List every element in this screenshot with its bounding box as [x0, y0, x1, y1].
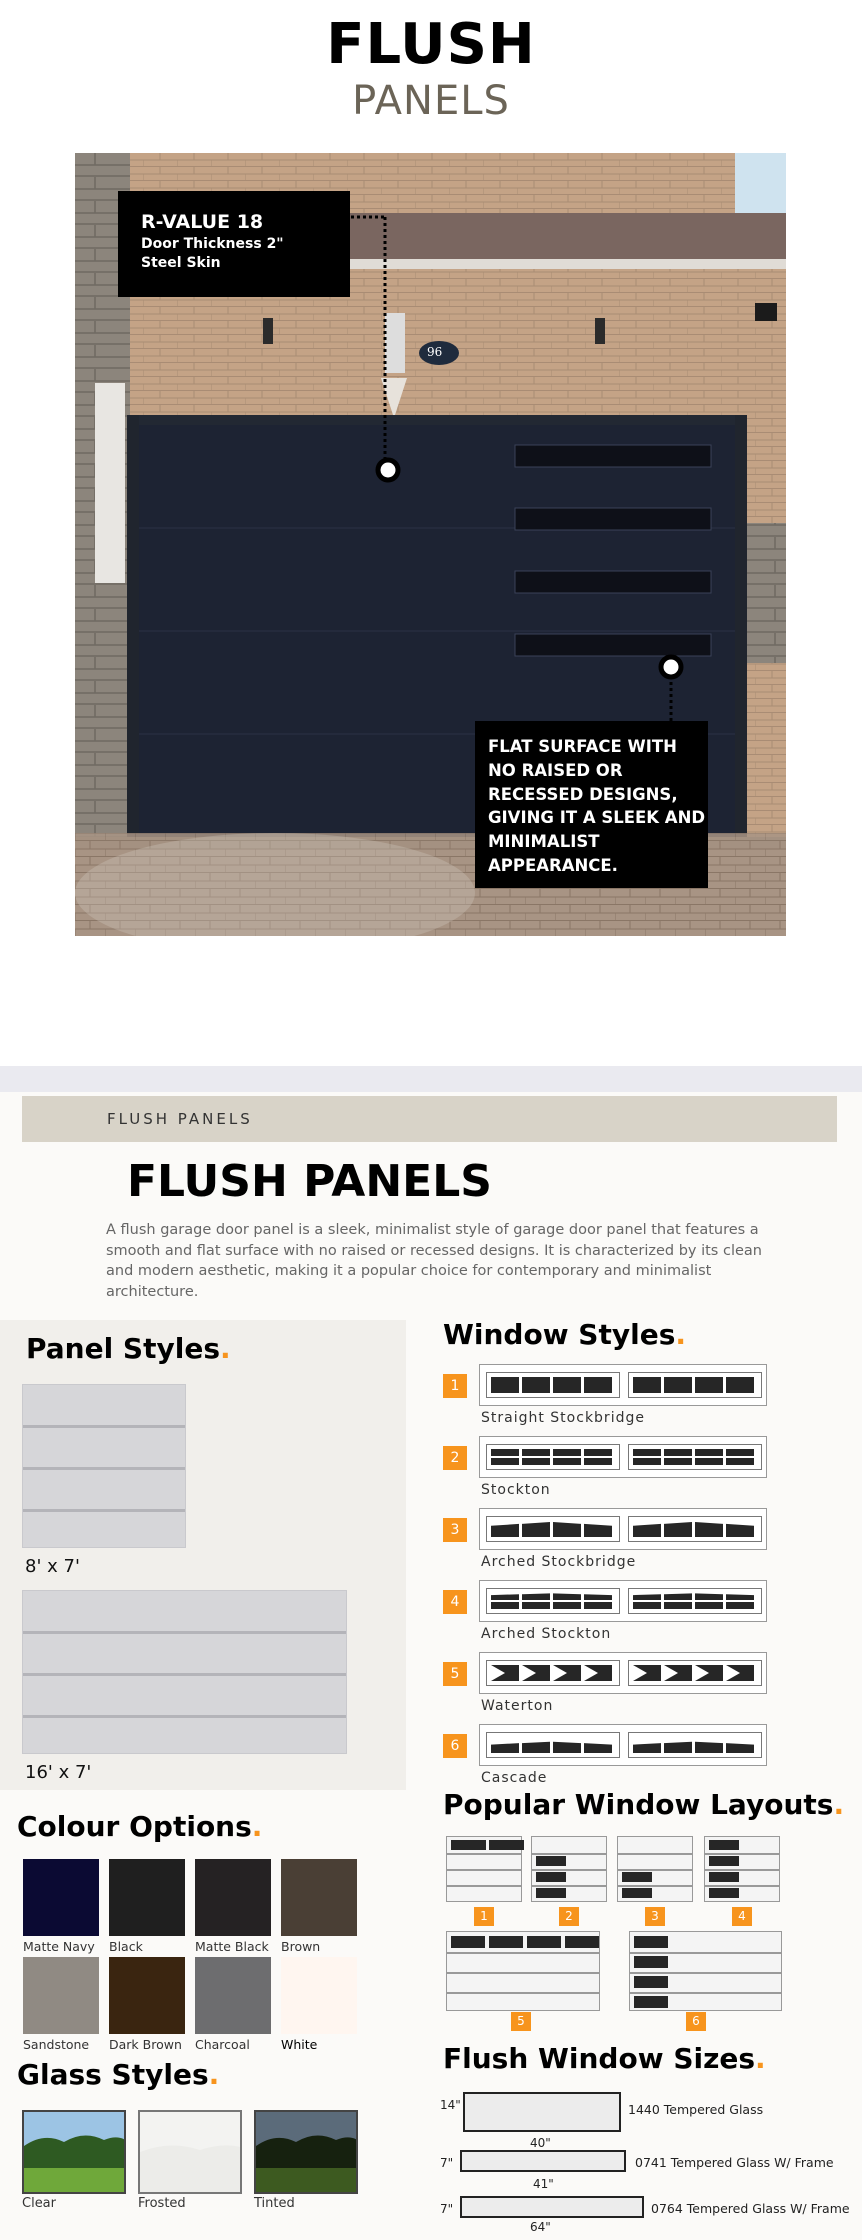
window-pane [633, 1665, 661, 1681]
layout-pane [489, 1840, 524, 1850]
window-pane [726, 1741, 754, 1753]
panel-16x7 [22, 1590, 347, 1754]
layout-row-line [705, 1853, 779, 1855]
layout-number: 2 [559, 1907, 579, 1926]
page-divider [0, 1066, 862, 1092]
panel-seam [23, 1467, 185, 1470]
layout-pane [709, 1840, 739, 1850]
window-pane [664, 1593, 692, 1600]
window-pane [522, 1521, 550, 1537]
layout-pane [527, 1936, 561, 1948]
colour-swatch-label: Matte Black [195, 1939, 269, 1954]
window-pane [695, 1449, 723, 1456]
window-style-name: Waterton [481, 1698, 554, 1714]
colour-swatch-label: Sandstone [23, 2037, 90, 2052]
window-styles-title-text: Window Styles [443, 1318, 676, 1351]
layout-pane [709, 1888, 739, 1898]
glass-styles-title [17, 2058, 219, 2091]
window-pane [664, 1665, 692, 1681]
colour-swatch-label: Black [109, 1939, 143, 1954]
window-pane [522, 1377, 550, 1393]
panel-seam [23, 1425, 185, 1428]
spec-sheet [0, 1092, 862, 2240]
window-pane [491, 1458, 519, 1465]
layout-row-line [618, 1869, 692, 1871]
window-pane [695, 1458, 723, 1465]
colour-swatch-label: Brown [281, 1939, 321, 1954]
panel-seam [23, 1715, 346, 1718]
window-pane [664, 1602, 692, 1609]
window-frame [628, 1516, 762, 1542]
layout-row-line [630, 1972, 781, 1974]
layout-pane [622, 1872, 652, 1882]
colour-swatch[interactable] [195, 1859, 271, 1936]
window-style-number: 3 [443, 1518, 467, 1542]
glass-clear-image [22, 2110, 126, 2194]
window-pane [633, 1449, 661, 1456]
panel-styles-title-text: Panel Styles [26, 1332, 220, 1365]
title-dot: . [833, 1788, 845, 1821]
layout-number: 6 [686, 2012, 706, 2031]
callout-flat-line: GIVING IT A SLEEK AND [488, 808, 706, 828]
window-pane [522, 1741, 550, 1753]
title-dot: . [208, 2058, 220, 2091]
window-pane [553, 1521, 581, 1537]
window-pane [491, 1593, 519, 1600]
callout-flat-line: MINIMALIST [488, 832, 600, 852]
panel-seam [23, 1673, 346, 1676]
window-style-4-preview [479, 1580, 767, 1622]
glass-styles-title-text: Glass Styles [17, 2058, 209, 2091]
layout-row-line [447, 1952, 599, 1954]
size-2-height: 7" [440, 2156, 454, 2170]
window-pane [726, 1602, 754, 1609]
title-dot: . [251, 1810, 263, 1843]
window-pane [633, 1593, 661, 1600]
window-style-number: 4 [443, 1590, 467, 1614]
panel-16x7-label: 16' x 7' [25, 1762, 92, 1783]
glass-clear-label: Clear [22, 2196, 56, 2211]
window-pane [726, 1665, 754, 1681]
layout-pane [709, 1872, 739, 1882]
window-pane [726, 1377, 754, 1393]
glass-tinted-label: Tinted [254, 2196, 295, 2211]
window-pane [695, 1602, 723, 1609]
window-pane [664, 1458, 692, 1465]
window-pane [522, 1449, 550, 1456]
window-pane [491, 1602, 519, 1609]
window-pane [695, 1741, 723, 1753]
layout-number: 5 [511, 2012, 531, 2031]
window-pane [522, 1665, 550, 1681]
callout-r-value-line1: R-VALUE 18 [141, 211, 264, 233]
size-2-width: 41" [533, 2177, 554, 2191]
colour-swatch[interactable] [281, 1859, 357, 1936]
layout-row-line [532, 1853, 606, 1855]
window-pane [553, 1449, 581, 1456]
window-style-name: Stockton [481, 1482, 551, 1498]
title-dot: . [755, 2042, 766, 2075]
window-pane [584, 1521, 612, 1537]
window-style-name: Cascade [481, 1770, 548, 1786]
window-pane [584, 1458, 612, 1465]
window-pane [553, 1593, 581, 1600]
panel-styles-title [26, 1332, 231, 1365]
window-style-3-preview [479, 1508, 767, 1550]
size-3-name: 0764 Tempered Glass W/ Frame [651, 2201, 850, 2216]
callout-flat-line: FLAT SURFACE WITH [488, 737, 677, 756]
layout-row-line [447, 1972, 599, 1974]
size-3-window [460, 2196, 644, 2218]
layout-row-line [705, 1869, 779, 1871]
colour-swatch[interactable] [23, 1859, 99, 1936]
window-frame [628, 1588, 762, 1614]
window-style-name: Straight Stockbridge [481, 1410, 645, 1426]
window-pane [695, 1521, 723, 1537]
layout-pane [634, 1996, 668, 2008]
layout-pane [634, 1976, 668, 1988]
layout-row-line [532, 1869, 606, 1871]
header-band-label: FLUSH PANELS [107, 1110, 253, 1128]
colour-swatch[interactable] [281, 1957, 357, 2034]
window-style-name: Arched Stockton [481, 1626, 612, 1642]
window-style-number: 5 [443, 1662, 467, 1686]
panel-8x7 [22, 1384, 186, 1548]
window-pane [491, 1741, 519, 1753]
layout-row-line [618, 1853, 692, 1855]
layout-pane [622, 1888, 652, 1898]
layout-4-preview [704, 1836, 780, 1902]
title-dot: . [675, 1318, 687, 1351]
window-pane [584, 1602, 612, 1609]
callout-skin: Steel Skin [141, 255, 221, 271]
size-1-height: 14" [440, 2098, 461, 2112]
page-title: FLUSH PANELS [127, 1156, 492, 1207]
window-pane [553, 1741, 581, 1753]
colour-swatch-label: White [281, 2037, 318, 2052]
window-style-6-preview [479, 1724, 767, 1766]
window-pane [522, 1602, 550, 1609]
window-pane [491, 1665, 519, 1681]
hero-title: FLUSH [326, 12, 536, 77]
layout-row-line [532, 1885, 606, 1887]
panel-seam [23, 1631, 346, 1634]
house-number: 96 [427, 345, 443, 359]
layout-row-line [447, 1992, 599, 1994]
window-frame [486, 1660, 620, 1686]
layout-2-preview [531, 1836, 607, 1902]
window-style-name: Arched Stockbridge [481, 1554, 637, 1570]
layout-pane [536, 1872, 566, 1882]
size-1-name: 1440 Tempered Glass [628, 2102, 764, 2117]
window-pane [584, 1377, 612, 1393]
window-frame [628, 1372, 762, 1398]
window-pane [491, 1449, 519, 1456]
window-pane [664, 1449, 692, 1456]
layout-row-line [618, 1885, 692, 1887]
size-3-height: 7" [440, 2202, 454, 2216]
popular-layouts-title-text: Popular Window Layouts [443, 1788, 834, 1821]
window-frame [628, 1732, 762, 1758]
window-pane [633, 1377, 661, 1393]
window-frame [486, 1516, 620, 1542]
callout-thickness: Door Thickness 2" [141, 236, 284, 252]
colour-swatch-label: Dark Brown [109, 2037, 182, 2052]
panel-seam [23, 1509, 185, 1512]
window-pane [633, 1602, 661, 1609]
window-pane [664, 1741, 692, 1753]
layout-row-line [705, 1885, 779, 1887]
window-style-number: 6 [443, 1734, 467, 1758]
colour-swatch[interactable] [23, 1957, 99, 2034]
callout-flat-line: RECESSED DESIGNS, [488, 784, 678, 804]
window-pane [633, 1741, 661, 1753]
window-pane [726, 1521, 754, 1537]
layout-row-line [630, 1992, 781, 1994]
window-pane [726, 1593, 754, 1600]
layout-pane [709, 1856, 739, 1866]
layout-3-preview [617, 1836, 693, 1902]
window-pane [553, 1377, 581, 1393]
layout-pane [536, 1856, 566, 1866]
glass-frosted-label: Frosted [138, 2196, 186, 2211]
popular-layouts-title [443, 1788, 844, 1821]
size-2-window [460, 2150, 626, 2172]
window-frame [486, 1588, 620, 1614]
window-pane [522, 1593, 550, 1600]
layout-number: 1 [474, 1907, 494, 1926]
window-pane [633, 1458, 661, 1465]
colour-options-title-text: Colour Options [17, 1810, 252, 1843]
colour-swatch-label: Matte Navy [23, 1939, 95, 1954]
glass-tinted-image [254, 2110, 358, 2194]
layout-pane [634, 1936, 668, 1948]
window-frame [486, 1732, 620, 1758]
panel-8x7-label: 8' x 7' [25, 1556, 80, 1577]
window-pane [726, 1449, 754, 1456]
window-style-5-preview [479, 1652, 767, 1694]
layout-pane [451, 1840, 486, 1850]
size-3-width: 64" [530, 2220, 551, 2234]
header-band [22, 1096, 837, 1142]
window-frame [628, 1444, 762, 1470]
colour-swatch-label: Charcoal [195, 2037, 250, 2052]
title-dot: . [220, 1332, 231, 1365]
layout-number: 4 [732, 1907, 752, 1926]
hero-subtitle: PANELS [352, 78, 510, 124]
layout-6-preview [629, 1931, 782, 2011]
window-pane [491, 1521, 519, 1537]
colour-swatch[interactable] [195, 1957, 271, 2034]
window-pane [584, 1593, 612, 1600]
layout-pane [565, 1936, 599, 1948]
window-pane [584, 1741, 612, 1753]
layout-pane [489, 1936, 523, 1948]
hero-section [0, 0, 862, 1066]
layout-number: 3 [645, 1907, 665, 1926]
window-pane [553, 1458, 581, 1465]
layout-pane [536, 1888, 566, 1898]
window-pane [584, 1449, 612, 1456]
garage-door-photo [75, 153, 786, 936]
layout-row-line [447, 1885, 521, 1887]
window-pane [491, 1377, 519, 1393]
layout-1-preview [446, 1836, 522, 1902]
window-styles-title [443, 1318, 686, 1351]
window-style-1-preview [479, 1364, 767, 1406]
window-frame [486, 1372, 620, 1398]
callout-flat-line: APPEARANCE. [488, 855, 618, 875]
window-pane [522, 1458, 550, 1465]
size-1-width: 40" [530, 2136, 551, 2150]
layout-row-line [447, 1869, 521, 1871]
window-style-number: 2 [443, 1446, 467, 1470]
panel-styles-section [0, 1320, 406, 1790]
window-sizes-title [443, 2042, 766, 2075]
window-pane [695, 1593, 723, 1600]
window-pane [553, 1665, 581, 1681]
window-style-2-preview [479, 1436, 767, 1478]
layout-pane [451, 1936, 485, 1948]
window-pane [553, 1602, 581, 1609]
colour-swatch[interactable] [109, 1957, 185, 2034]
window-pane [633, 1521, 661, 1537]
callout-flat-line: NO RAISED OR [488, 760, 623, 780]
window-pane [664, 1521, 692, 1537]
size-1-window [463, 2092, 621, 2132]
window-frame [628, 1660, 762, 1686]
colour-options-title [17, 1810, 262, 1843]
window-frame [486, 1444, 620, 1470]
description: A flush garage door panel is a sleek, minimalist style of garage door panel that features a smooth and flat surface with no raised or recessed designs. It is characterized by its clean and modern aesthetic, making it a popular choice for contemporary and minimalist architecture. [106, 1222, 762, 1300]
layout-pane [634, 1956, 668, 1968]
size-2-name: 0741 Tempered Glass W/ Frame [635, 2155, 834, 2170]
layout-row-line [630, 1952, 781, 1954]
colour-swatch[interactable] [109, 1859, 185, 1936]
window-pane [695, 1665, 723, 1681]
window-pane [726, 1458, 754, 1465]
layout-row-line [447, 1853, 521, 1855]
callout-flat-surface [475, 721, 708, 888]
window-sizes-title-text: Flush Window Sizes [443, 2042, 756, 2075]
layout-5-preview [446, 1931, 600, 2011]
callout-r-value [118, 191, 350, 297]
window-pane [584, 1665, 612, 1681]
window-style-number: 1 [443, 1374, 467, 1398]
glass-frosted-image [138, 2110, 242, 2194]
window-pane [695, 1377, 723, 1393]
window-pane [664, 1377, 692, 1393]
